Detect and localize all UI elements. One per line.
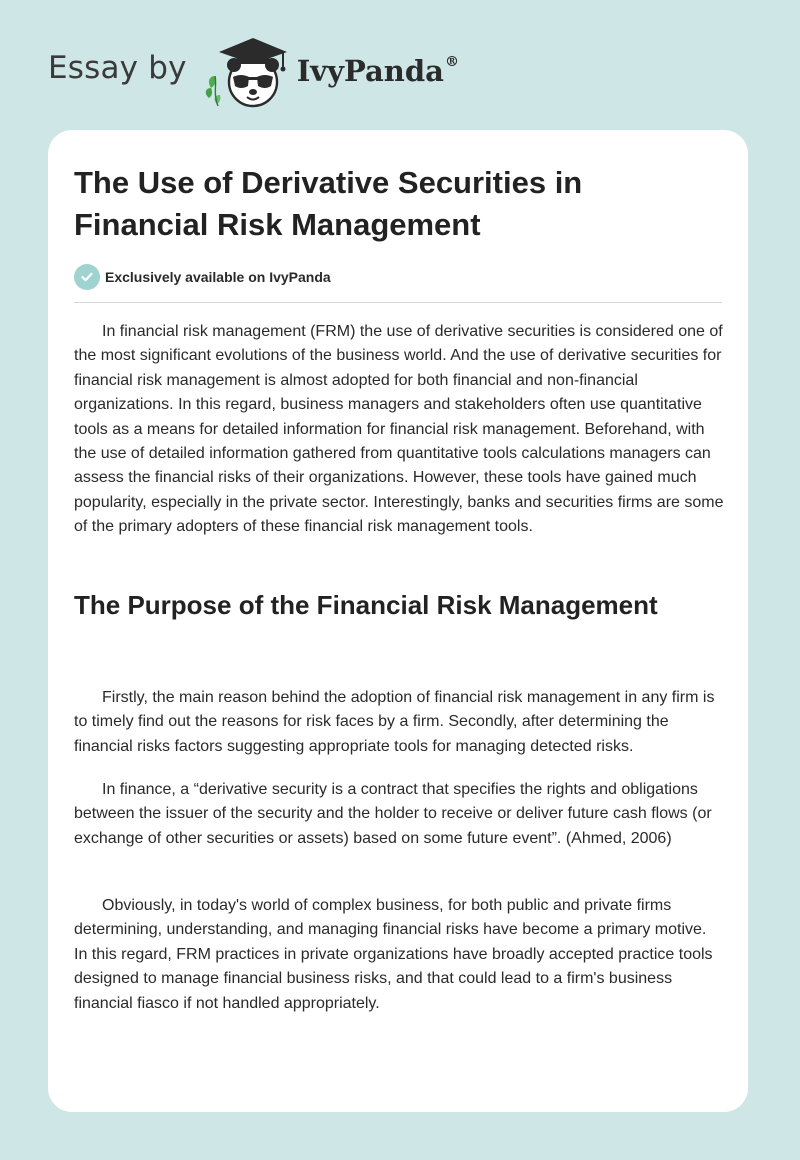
check-icon [74,264,100,290]
panda-graduation-cap-logo[interactable] [201,32,297,112]
section-heading: The Purpose of the Financial Risk Management [74,590,658,620]
ivy-leaf-icon [206,76,221,106]
site-header [48,32,459,112]
intro-paragraph: In financial risk management (FRM) the use of derivative securities is considered one of the most significant evolutions of the business world. And the use of derivative securities for financial risk management is almost adopted for both financial and non-financial organizations. In this regard, business managers and stakeholders often use quantitative tools as a means for detailed information for financial risk management. Beforehand, with the use of detailed information gathered from quantitative tools calculations managers can assess the financial risks of their organizations. However, these tools have gained much popularity, especially in the private sector. Interestingly, banks and securities firms are some of the primary adopters of these financial risk management tools. [74,323,724,536]
registered-mark: ® [444,54,459,71]
exclusive-label: Exclusively available on IvyPanda [105,269,331,285]
brand-name[interactable]: IvyPanda® [296,54,459,88]
paragraph-3: Obviously, in today's world of complex business, for both public and private firms determining, understanding, and managing financial risks have become a primary motive. In this regard, FRM practices in private organizations have broadly accepted practice tools designed to manage financial business risks, and that could lead to a firm's business financial fiasco if not handled appropriately. [74,897,713,1012]
exclusive-badge [74,264,331,290]
paragraph-1: Firstly, the main reason behind the adoption of financial risk management in any firm is to timely find out the reasons for risk faces by a firm. Secondly, after determining the financial risks factors suggesting appropriate tools for managing detected risks. [74,689,715,755]
divider [74,302,722,303]
essay-by-label: Essay by [48,50,187,86]
article-title: The Use of Derivative Securities in Financial Risk Management [74,165,583,242]
paragraph-2: In finance, a “derivative security is a contract that specifies the rights and obligations between the issuer of the security and the holder to receive or deliver future cash flows (or exchange of other securities or assets) based on some future event”. (Ahmed, 2006) [74,781,712,847]
article-card [48,130,748,1112]
